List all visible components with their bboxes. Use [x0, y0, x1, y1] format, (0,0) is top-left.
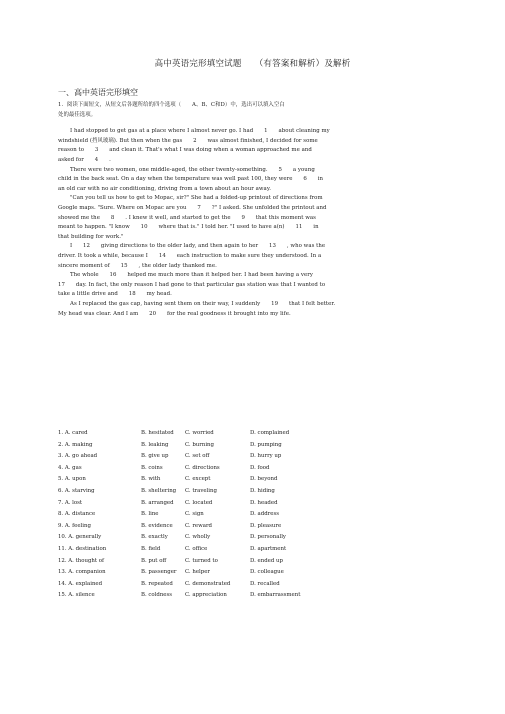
- option-choice: B. sheltering: [141, 488, 177, 494]
- option-choice: D. food: [250, 464, 270, 471]
- passage-line: The whole 16 helped me much more than it helped her. I had been having a very: [70, 272, 313, 279]
- option-choice: D. apartment: [250, 546, 287, 552]
- passage-line: driver. It took a while, because I 14 each instruction to make sure they understood. In a: [58, 253, 322, 259]
- option-choice: 13. A. companion: [58, 569, 106, 576]
- option-choice: B. exactly: [141, 534, 168, 541]
- option-choice: C. set off: [185, 453, 210, 460]
- option-choice: C. helper: [185, 569, 210, 576]
- option-choice: B. field: [141, 546, 161, 552]
- option-choice: D. personally: [250, 534, 286, 541]
- passage-line: I 12 giving directions to the older lady, and then again to her 13 , who was the: [70, 243, 326, 250]
- option-choice: C. wholly: [185, 534, 211, 541]
- option-choice: 5. A. upon: [58, 476, 86, 483]
- option-choice: 10. A. generally: [58, 534, 102, 541]
- option-choice: 14. A. explained: [58, 580, 103, 587]
- option-choice: D. headed: [250, 499, 278, 506]
- option-choice: D. address: [250, 511, 279, 518]
- option-choice: C. turned to: [185, 557, 218, 564]
- section-heading: 一、高中英语完形填空: [58, 88, 138, 97]
- option-choice: D. pumping: [250, 441, 282, 448]
- option-choice: 9. A. feeling: [58, 522, 91, 529]
- option-choice: 12. A. thought of: [58, 557, 105, 564]
- passage-line: sincere moment of 15 , the older lady thanked me.: [58, 262, 217, 269]
- option-choice: C. reward: [185, 522, 212, 529]
- option-choice: D. complained: [250, 430, 290, 436]
- passage-line: Google maps. "Sure. Where on Mopac are you 7 ?" I asked. She unfolded the printout and: [58, 205, 327, 211]
- option-choice: C. demonstrated: [185, 580, 231, 587]
- option-choice: B. put off: [141, 557, 167, 564]
- option-choice: D. beyond: [250, 476, 278, 483]
- passage-line: that building for work.": [58, 233, 124, 240]
- passage-line: showed me the 8 . I knew it well, and started to get the 9 that this moment was: [58, 214, 316, 221]
- option-choice: C. appreciation: [185, 592, 227, 599]
- option-choice: 15. A. silence: [58, 592, 95, 599]
- option-choice: 11. A. destination: [58, 546, 107, 552]
- passage-line: meant to happen. "I know 10 where that is." I told her. "I used to have a(n) 11 in: [58, 224, 319, 231]
- option-choice: D. recalled: [250, 580, 280, 587]
- option-choice: C. directions: [185, 464, 220, 471]
- option-choice: D. hurry up: [250, 453, 282, 460]
- option-choice: C. office: [185, 546, 208, 552]
- option-choice: B. give up: [141, 453, 169, 460]
- option-choice: C. worried: [185, 430, 214, 436]
- option-choice: D. embarrassment: [250, 592, 301, 599]
- option-choice: C. located: [185, 499, 213, 506]
- passage-line: As I replaced the gas cap, having sent them on their way, I suddenly 19 that I felt better.: [70, 301, 336, 307]
- option-choice: D. ended up: [250, 557, 283, 564]
- passage-line: There were two women, one middle-aged, the other twenty-something. 5 a young: [70, 166, 315, 173]
- instruction-line: 1．阅读下面短文，从短文后各题所给的四个选项（ A、B、C和D）中，选出可以填入空白: [58, 102, 285, 108]
- option-choice: C. burning: [185, 441, 214, 448]
- option-choice: C. traveling: [185, 488, 217, 494]
- passage-line: an old car with no air conditioning, driving from a town about an hour away.: [58, 185, 271, 192]
- passage-line: 17 day. In fact, the only reason I had gone to that particular gas station was that I wanted to: [58, 281, 326, 288]
- passage-line: I had stopped to get gas at a place where I almost never go. I had 1 about cleaning my: [70, 128, 330, 135]
- option-choice: D. pleasure: [250, 522, 282, 529]
- option-choice: 4. A. gas: [58, 464, 82, 471]
- option-choice: B. evidence: [141, 522, 173, 529]
- option-choice: B. passenger: [141, 569, 177, 576]
- option-choice: B. with: [141, 476, 161, 483]
- option-choice: 7. A. lost: [58, 499, 83, 506]
- option-choice: B. hesitated: [141, 430, 174, 436]
- passage-line: asked for 4 .: [58, 157, 111, 163]
- passage-line: child in the back seat. On a day when the temperature was well past 100, they were 6 in: [58, 176, 324, 183]
- option-choice: B. coins: [141, 464, 163, 471]
- option-choice: 2. A. making: [58, 441, 93, 448]
- option-choice: D. colleague: [250, 569, 284, 576]
- passage-line: reason to 3 and clean it. That's what I was doing when a woman approached me and: [58, 147, 312, 154]
- passage-line: "Can you tell us how to get to Mopac, sir?" She had a folded-up printout of directions from: [70, 195, 323, 202]
- passage-line: take a little drive and 18 my head.: [58, 291, 172, 298]
- option-choice: D. hiding: [250, 488, 275, 494]
- option-choice: B. line: [141, 511, 159, 518]
- option-choice: B. coldness: [141, 592, 173, 599]
- option-choice: C. except: [185, 476, 211, 483]
- passage-line: windshield (挡风玻璃). But then when the gas 2 was almost finished, I decided for some: [58, 137, 318, 144]
- option-choice: 3. A. go ahead: [58, 453, 98, 460]
- option-choice: 6. A. starving: [58, 488, 95, 494]
- option-choice: C. sign: [185, 511, 204, 518]
- option-choice: 1. A. cared: [58, 430, 88, 436]
- option-choice: B. repeated: [141, 580, 173, 587]
- passage-line: My head was clear. And I am 20 for the real goodness it brought into my life.: [58, 310, 291, 317]
- document-title: 高中英语完形填空试题 （有答案和解析）及解析: [154, 59, 351, 69]
- option-choice: B. arranged: [141, 499, 174, 506]
- option-choice: 8. A. distance: [58, 511, 96, 518]
- option-choice: B. leaking: [141, 441, 169, 448]
- instruction-line: 处的最佳选项。: [58, 111, 97, 118]
